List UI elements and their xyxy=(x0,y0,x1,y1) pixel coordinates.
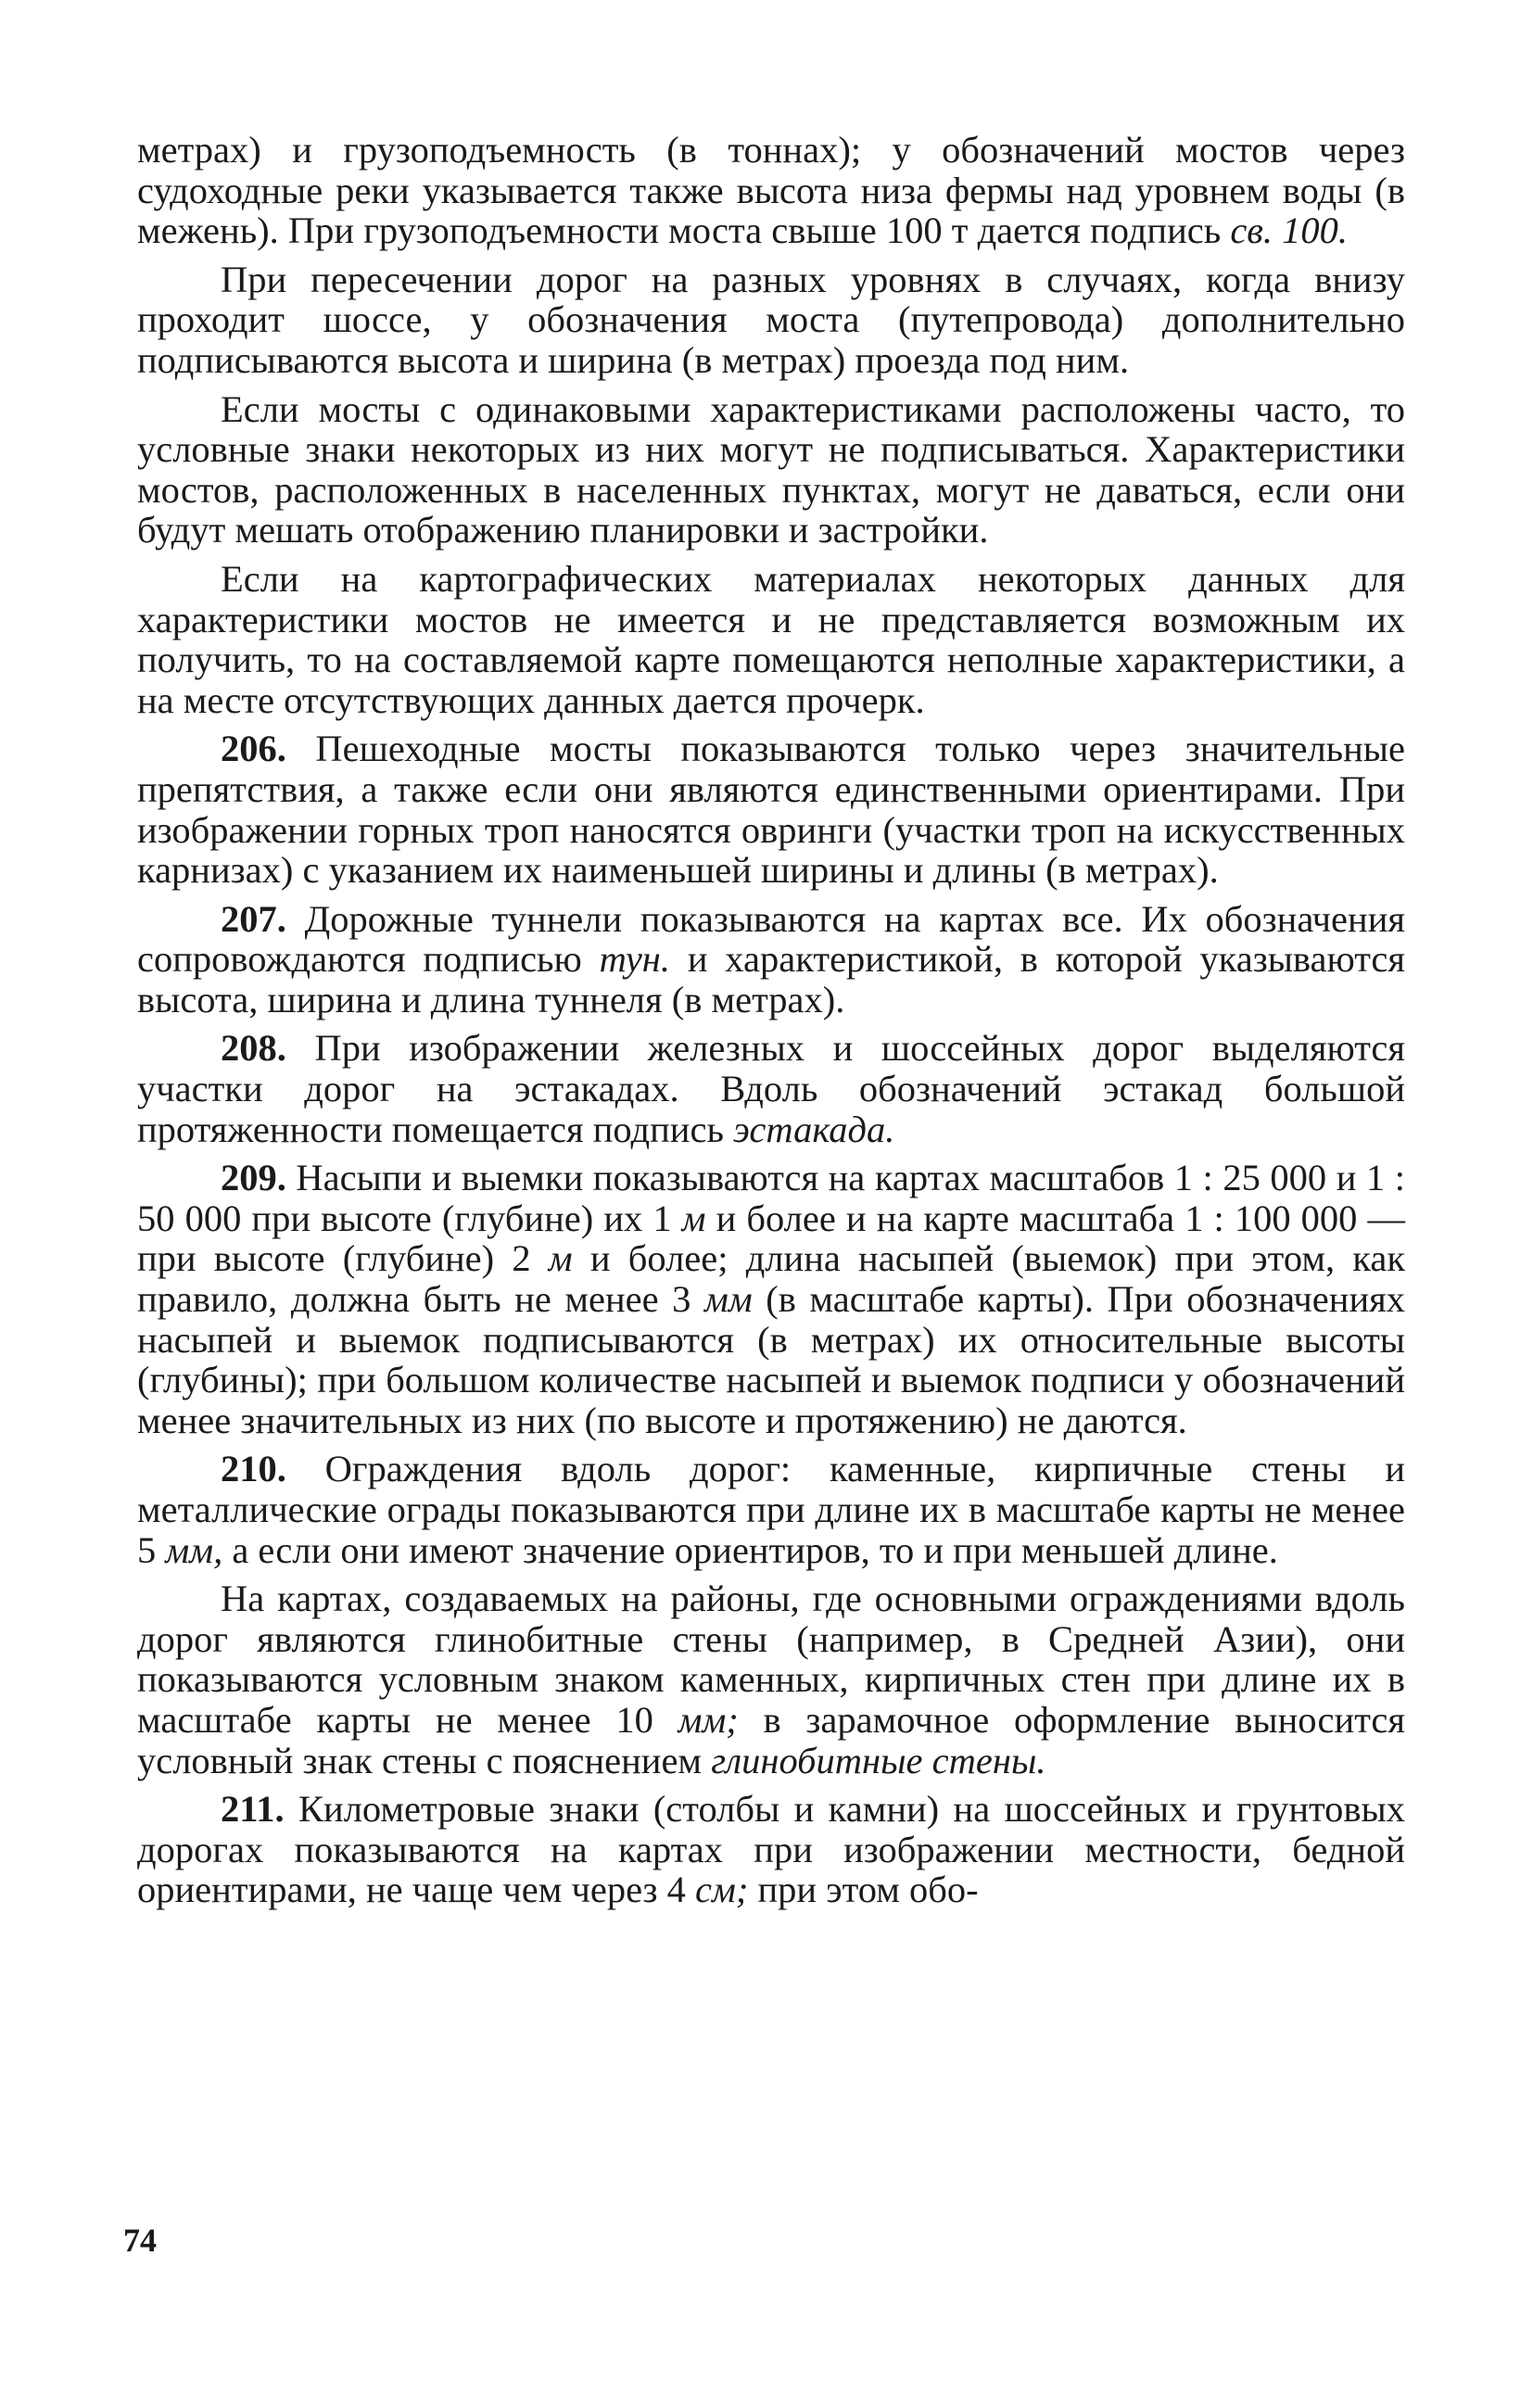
section-number: 211. xyxy=(221,1788,285,1831)
text-run: и более и на карте масштаба 1 : 100 000 — при высоте (глубине) 2 xyxy=(137,1197,1406,1280)
section-number: 208. xyxy=(221,1027,286,1070)
italic-run: мм, xyxy=(165,1528,223,1571)
text-run: при этом обо- xyxy=(748,1869,979,1911)
text-run: в зарамочное оформление выносится условный знак стены с пояснением xyxy=(137,1698,1405,1781)
paragraph-210 xyxy=(137,1449,1405,1570)
text-run: Если мосты с одинаковыми характеристиками расположены часто, то условные знаки некоторых из них могут не подписываться. Характеристики мостов, расположенных в населенных пунктах, могут не даваться, если они будут мешать отображению планировки и застройки. xyxy=(137,387,1405,551)
italic-run: эстакада. xyxy=(733,1108,895,1150)
italic-run: глинобитные стены. xyxy=(711,1739,1046,1781)
paragraph-road-crossing xyxy=(137,260,1405,381)
section-number: 210. xyxy=(221,1448,286,1490)
paragraph-same-bridges xyxy=(137,389,1405,551)
italic-run: мм; xyxy=(678,1698,739,1741)
section-number: 209. xyxy=(221,1157,286,1199)
text-run: Ограждения вдоль дорог: каменные, кирпичные стены и металлические ограды показываются при длине их в масштабе карты не менее 5 xyxy=(137,1448,1405,1571)
text-run: (в масштабе карты). При обозначениях насыпей и выемок подписываются (в метрах) их относительные высоты (глубины); при большом количестве насыпей и выемок подписи у обозначений менее значительных из них (по высоте и протяжению) не даются. xyxy=(137,1278,1406,1441)
text-run: При пересечении дорог на разных уровнях в случаях, когда внизу проходит шоссе, у обозначения моста (путепровода) дополнительно подписываются высота и ширина (в метрах) проезда под ним. xyxy=(137,258,1405,381)
paragraph-adobe-walls xyxy=(137,1578,1405,1781)
text-run: и более; длина насыпей (выемок) при этом, как правило, должна быть не менее 3 xyxy=(137,1237,1405,1321)
italic-run: мм xyxy=(703,1278,753,1321)
paragraph-208 xyxy=(137,1028,1405,1149)
paragraph-missing-data xyxy=(137,559,1405,720)
paragraph-206 xyxy=(137,729,1405,890)
text-run: а если они имеют значение ориентиров, то и при меньшей длине. xyxy=(222,1528,1278,1571)
text-run: На картах, создаваемых на районы, где основными ограждениями вдоль дорог являются глинобитные стены (например, в Средней Азии), они показываются условным знаком каменных, кирпичных стен при длине их в масштабе карты не менее 10 xyxy=(137,1578,1405,1741)
paragraph-207 xyxy=(137,899,1405,1020)
text-run: При изображении железных и шоссейных дорог выделяются участки дорог на эстакадах. Вдоль обозначений эстакад большой протяженности помещается подпись xyxy=(137,1027,1405,1150)
paragraph-211 xyxy=(137,1789,1405,1910)
text-run: Пешеходные мосты показываются только через значительные препятствия, а также если они являются единственными ориентирами. При изображении горных троп наносятся овринги (участки троп на искусственных карнизах) с указанием их наименьшей ширины и длины (в метрах). xyxy=(137,728,1405,892)
italic-run: св. 100. xyxy=(1230,209,1349,252)
text-run: метрах) и грузоподъемность (в тоннах); у обозначений мостов через судоходные реки указывается также высота низа фермы над уровнем воды (в межень). При грузоподъемности моста свыше 100 т дается подпись xyxy=(137,129,1405,252)
italic-run: м xyxy=(548,1237,573,1280)
text-run: Насыпи и выемки показываются на картах масштабов 1 : 25 000 и 1 : 50 000 при высоте (глубине) их 1 xyxy=(137,1157,1405,1239)
text-run: Если на картографических материалах некоторых данных для характеристики мостов не имеется и не представляется возможным их получить, то на составляемой карте помещаются неполные характеристики, а на месте отсутствующих данных дается прочерк. xyxy=(137,557,1405,721)
italic-run: м xyxy=(681,1197,706,1239)
italic-run: тун. xyxy=(599,938,671,981)
paragraph-209 xyxy=(137,1158,1405,1440)
paragraph-bridge-load xyxy=(137,130,1405,251)
text-run: Дорожные туннели показываются на картах все. Их обозначения сопровождаются подписью xyxy=(137,897,1405,981)
italic-run: см; xyxy=(695,1869,749,1911)
text-run: Километровые знаки (столбы и камни) на шоссейных и грунтовых дорогах показываются на картах при изображении местности, бедной ориентирами, не чаще чем через 4 xyxy=(137,1788,1405,1911)
section-number: 206. xyxy=(221,728,286,770)
document-page xyxy=(137,130,1405,1919)
page-number: 74 xyxy=(123,2222,157,2259)
section-number: 207. xyxy=(221,897,286,940)
text-run: и характеристикой, в которой указываются высота, ширина и длина туннеля (в метрах). xyxy=(137,938,1406,1020)
